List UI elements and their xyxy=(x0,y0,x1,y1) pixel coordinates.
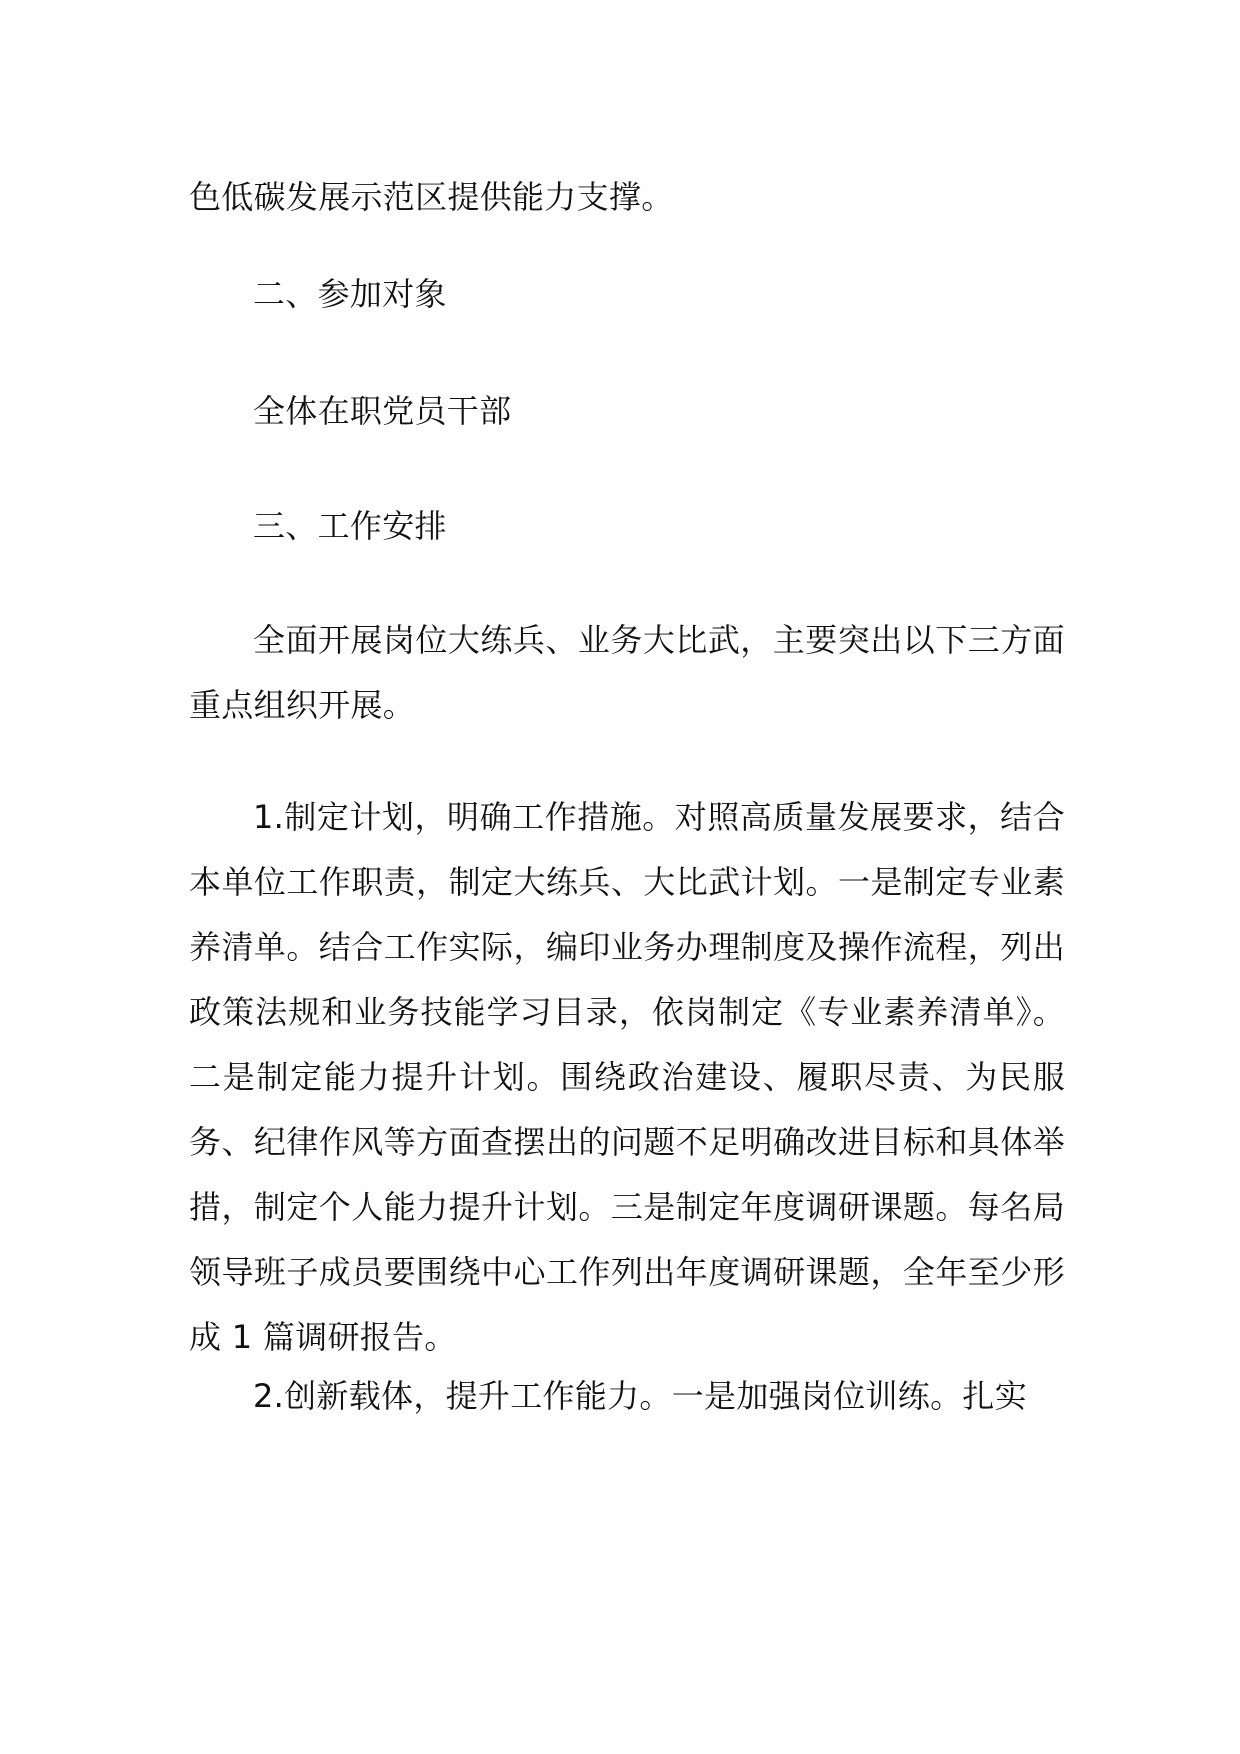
paragraph-intro: 全面开展岗位大练兵、业务大比武，主要突出以下三方面重点组织开展。 xyxy=(189,621,1065,724)
paragraph-continuation: 色低碳发展示范区提供能力支撑。 xyxy=(189,178,674,216)
section-heading-participants: 二、参加对象 xyxy=(253,275,447,313)
paragraph-item-2: 2.创新载体，提升工作能力。一是加强岗位训练。扎实 xyxy=(253,1377,1028,1415)
section-heading-arrangement: 三、工作安排 xyxy=(253,507,447,545)
paragraph-participants: 全体在职党员干部 xyxy=(253,392,512,430)
paragraph-item-1: 1.制定计划，明确工作措施。对照高质量发展要求，结合本单位工作职责，制定大练兵、大比武计划。一是制定专业素养清单。结合工作实际，编印业务办理制度及操作流程，列出政策法规和业务技能学习目录，依岗制定《专业素养清单》。二是制定能力提升计划。围绕政治建设、履职尽责、为民服务、纪律作风等方面查摆出的问题不足明确改进目标和具体举措，制定个人能力提升计划。三是制定年度调研课题。每名局领导班子成员要围绕中心工作列出年度调研课题，全年至少形成 1 篇调研报告。 xyxy=(189,798,1065,1356)
